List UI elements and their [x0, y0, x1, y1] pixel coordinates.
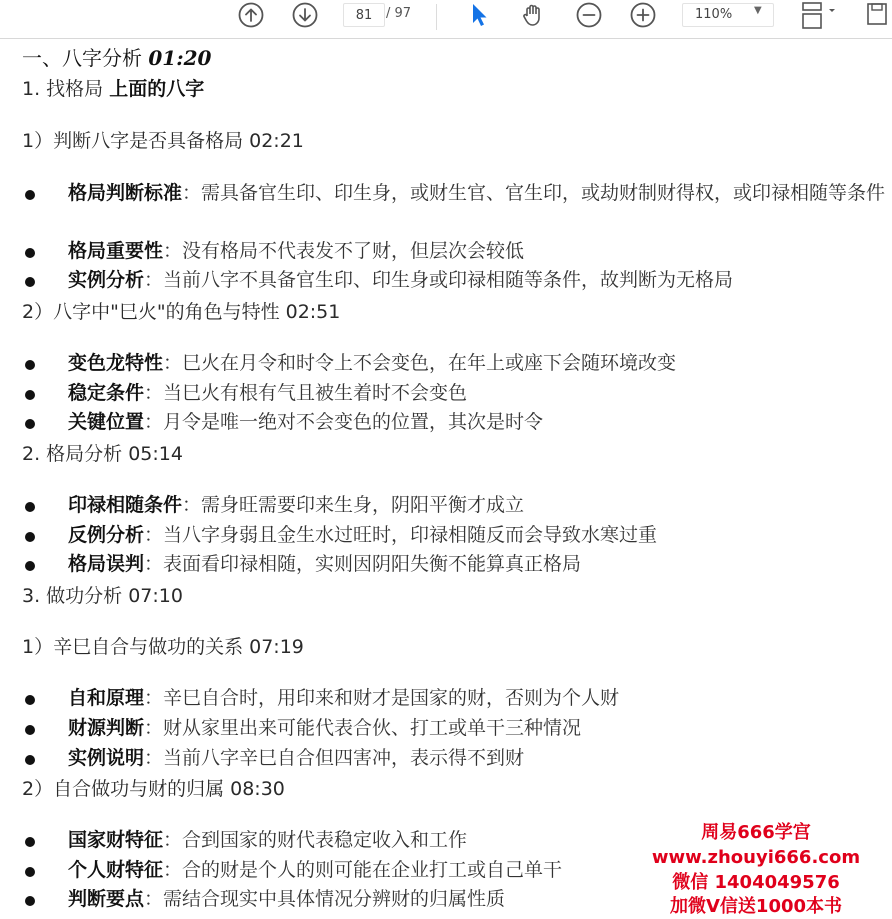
list-item-text [68, 266, 888, 295]
bullet-dot [25, 725, 35, 735]
list-item-key: 国家财特征 [68, 829, 164, 851]
arrow-up-circle-icon [237, 1, 265, 29]
toolbar-divider [436, 4, 437, 30]
subheading-si-fire: 2）八字中"巳火"的角色与特性 02:51 [22, 301, 341, 323]
list-item-text [68, 237, 888, 266]
list-item-desc: ：当前八字辛巳自合但四害冲，表示得不到财 [144, 747, 525, 769]
page-fit-icon [799, 0, 837, 30]
list-item-text [68, 491, 888, 520]
section-title-text: 一、八字分析 [22, 46, 149, 70]
previous-page-button[interactable] [236, 2, 266, 28]
list-item-text [68, 379, 888, 408]
list-item-text [68, 714, 888, 743]
bullet-dot [25, 755, 35, 765]
list-item-key: 财源判断 [68, 717, 145, 739]
bullet-dot [25, 248, 35, 258]
list-item-key: 关键位置 [68, 411, 145, 433]
list-item-text [68, 550, 888, 579]
list-item-desc: ：需身旺需要印来生身，阴阳平衡才成立 [182, 494, 525, 516]
list-item-key: 格局重要性 [68, 240, 164, 262]
list-item-key: 实例分析 [68, 269, 145, 291]
list-item-desc: ：当前八字不具备官生印、印生身或印禄相随等条件，故判断为无格局 [144, 269, 734, 291]
bullet-dot [25, 867, 35, 877]
arrow-down-circle-icon [291, 1, 319, 29]
save-icon [865, 1, 889, 29]
list-item-key: 判断要点 [68, 888, 145, 910]
list-item-key: 格局判断标准 [68, 182, 183, 204]
select-tool-button[interactable] [466, 2, 492, 28]
page-fit-button[interactable] [798, 2, 838, 28]
zoom-out-button[interactable] [574, 2, 604, 28]
heading-find-pattern [22, 77, 204, 101]
hand-tool-button[interactable] [518, 2, 548, 28]
bullet-dot [25, 277, 35, 287]
zoom-level-select[interactable] [682, 3, 774, 27]
pdf-toolbar [0, 0, 892, 39]
watermark-line-2: www.zhouyi666.com [651, 847, 861, 868]
bullet-dot [25, 532, 35, 542]
bullet-dot [25, 360, 35, 370]
watermark-line-3: 微信 1404049576 [672, 872, 840, 893]
list-item-text [68, 408, 888, 437]
subheading-xin-si: 1）辛巳自合与做功的关系 07:19 [22, 636, 304, 658]
list-item-key: 印禄相随条件 [68, 494, 183, 516]
section-title-time: 01:20 [148, 46, 212, 70]
list-item-desc: ：表面看印禄相随，实则因阴阳失衡不能算真正格局 [144, 553, 582, 575]
zoom-in-button[interactable] [628, 2, 658, 28]
subheading-judge-pattern: 1）判断八字是否具备格局 02:21 [22, 130, 304, 152]
watermark-line-4: 加微V信送1000本书 [669, 896, 843, 917]
next-page-button[interactable] [290, 2, 320, 28]
zoom-out-icon [575, 1, 603, 29]
list-item-key: 自和原理 [68, 687, 145, 709]
list-item-desc: ：当八字身弱且金生水过旺时，印禄相随反而会导致水寒过重 [144, 524, 658, 546]
list-item-key: 实例说明 [68, 747, 145, 769]
list-item-key: 个人财特征 [68, 859, 164, 881]
save-button[interactable] [864, 2, 890, 28]
heading-find-pattern-text: 1. 找格局 [22, 78, 110, 100]
list-item-text [68, 179, 888, 208]
list-item-desc: ：没有格局不代表发不了财，但层次会较低 [163, 240, 525, 262]
list-item-desc: ：需具备官生印、印生身，或财生官、官生印，或劫财制财得权，或印禄相随等条件 [182, 182, 886, 204]
bullet-dot [25, 502, 35, 512]
bullet-dot [25, 695, 35, 705]
heading-pattern-analysis: 2. 格局分析 05:14 [22, 443, 183, 465]
heading-find-pattern-bold: 上面的八字 [109, 78, 205, 100]
hand-icon [519, 1, 547, 29]
list-item-text [68, 684, 888, 713]
list-item-desc: ：当巳火有根有气且被生着时不会变色 [144, 382, 468, 404]
list-item-key: 格局误判 [68, 553, 145, 575]
zoom-level-value: 110% [695, 7, 733, 22]
bullet-dot [25, 561, 35, 571]
heading-work-analysis: 3. 做功分析 07:10 [22, 585, 183, 607]
zoom-in-icon [629, 1, 657, 29]
list-item-key: 稳定条件 [68, 382, 145, 404]
watermark-line-1: 周易666学宫 [701, 822, 811, 843]
bullet-dot [25, 837, 35, 847]
list-item-desc: ：合到国家的财代表稳定收入和工作 [163, 829, 468, 851]
list-item-desc: ：财从家里出来可能代表合伙、打工或单干三种情况 [144, 717, 582, 739]
bullet-dot [25, 419, 35, 429]
chevron-down-icon: ▼ [754, 5, 762, 16]
list-item-desc: ：月令是唯一绝对不会变色的位置，其次是时令 [144, 411, 544, 433]
bullet-dot [25, 896, 35, 906]
list-item-desc: ：需结合现实中具体情况分辨财的归属性质 [144, 888, 506, 910]
page-total: / 97 [386, 6, 412, 21]
list-item-key: 变色龙特性 [68, 352, 164, 374]
pointer-icon [468, 2, 490, 28]
subheading-self-combine: 2）自合做功与财的归属 08:30 [22, 778, 285, 800]
list-item-text [68, 744, 888, 773]
list-item-desc: ：巳火在月令和时令上不会变色，在年上或座下会随环境改变 [163, 352, 677, 374]
list-item-desc: ：辛巳自合时，用印来和财才是国家的财，否则为个人财 [144, 687, 620, 709]
list-item-desc: ：合的财是个人的则可能在企业打工或自己单干 [163, 859, 563, 881]
page-number-input[interactable]: 81 [343, 3, 385, 27]
list-item-key: 反例分析 [68, 524, 145, 546]
bullet-dot [25, 390, 35, 400]
list-item-text [68, 521, 888, 550]
bullet-dot [25, 190, 35, 200]
section-title [22, 46, 211, 70]
list-item-text [68, 349, 888, 378]
